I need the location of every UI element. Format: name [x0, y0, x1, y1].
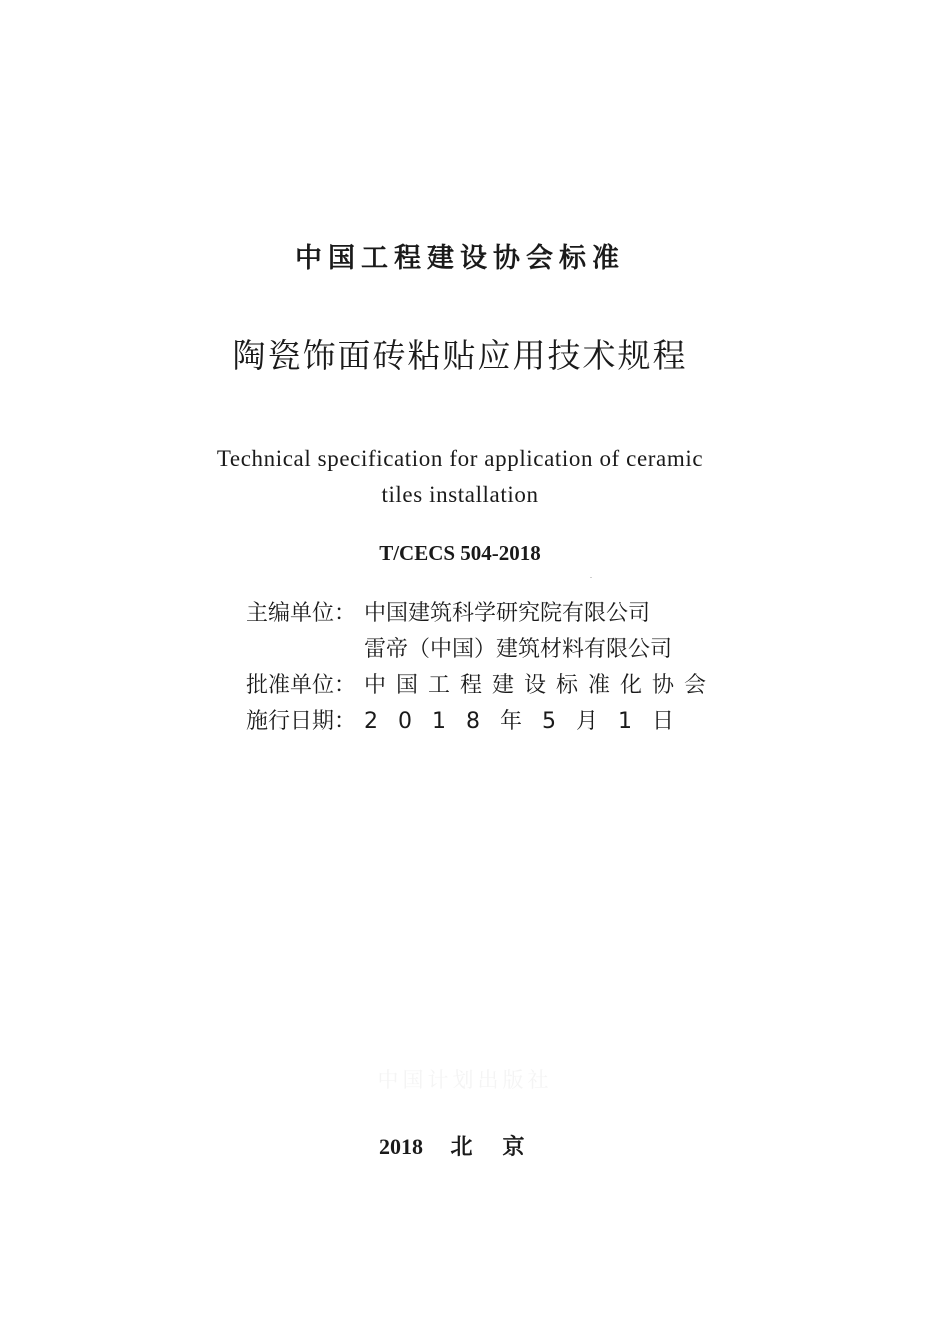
document-info-block	[246, 596, 716, 740]
effective-date: 2018年5月1日	[364, 709, 694, 734]
editor-1: 中国建筑科学研究院有限公司	[364, 601, 651, 626]
approver: 中国工程建设标准化协会	[364, 673, 717, 698]
editor-2: 雷帝（中国）建筑材料有限公司	[364, 637, 673, 662]
editor-row-2	[246, 632, 716, 668]
english-title-line-2: tiles installation	[381, 482, 539, 507]
effective-date-row	[246, 704, 716, 740]
standard-code: T/CECS 504-2018	[379, 541, 541, 565]
scan-speck	[590, 577, 592, 578]
document-title-chinese: 陶瓷饰面砖粘贴应用技术规程	[232, 336, 688, 375]
publisher-line	[379, 1130, 555, 1161]
document-title-english	[0, 441, 920, 513]
editor-row	[246, 596, 716, 632]
approver-row	[246, 668, 716, 704]
editor-label: 主编单位：	[246, 601, 357, 626]
series-title: 中国工程建设协会标准	[295, 243, 625, 274]
english-title-line-1: Technical specification for application of ceramic	[216, 446, 704, 471]
approver-label: 批准单位：	[246, 673, 357, 698]
effective-date-label: 施行日期：	[246, 709, 357, 734]
label-spacer	[246, 632, 364, 668]
publication-year: 2018	[379, 1134, 423, 1159]
publication-city: 北京	[450, 1135, 555, 1160]
faint-watermark: 中国计划出版社	[377, 1068, 553, 1092]
